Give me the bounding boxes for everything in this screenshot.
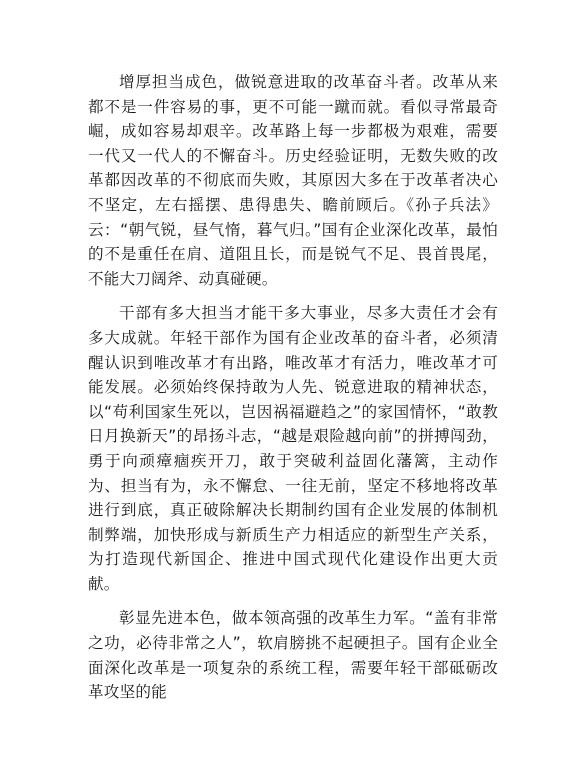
document-body xyxy=(88,70,498,715)
paragraph-1: 增厚担当成色，做锐意进取的改革奋斗者。改革从来都不是一件容易的事，更不可能一蹴而就。看似寻常最奇崛，成如容易却艰辛。改革路上每一步都极为艰难，需要一代又一代人的不懈奋斗。历史经验证明，无数失败的改革都因改革的不彻底而失败，其原因大多在于改革者决心不坚定，左右摇摆、患得患失、瞻前顾后。《孙子兵法》云：“朝气锐，昼气惰，暮气归。”国有企业深化改革，最怕的不是重任在肩、道阻且长，而是锐气不足、畏首畏尾，不能大刀阔斧、动真碰硬。 xyxy=(88,73,498,288)
paragraph-2: 干部有多大担当才能干多大事业，尽多大责任才会有多大成就。年轻干部作为国有企业改革的奋斗者，必须清醒认识到唯改革才有出路，唯改革才有活力，唯改革才可能发展。必须始终保持敢为人先、锐意进取的精神状态，以“苟利国家生死以，岂因祸福避趋之”的家国情怀，“敢教日月换新天”的昂扬斗志，“越是艰险越向前”的拼搏闯劲，勇于向顽瘴痼疾开刀，敢于突破利益固化藩篱，主动作为、担当有为，永不懈怠、一往无前，坚定不移地将改革进行到底，真正破除解决长期制约国有企业发展的体制机制弊端，加快形成与新质生产力相适应的新型生产关系，为打造现代新国企、推进中国式现代化建设作出更大贡献。 xyxy=(88,304,498,593)
paragraph-3: 彰显先进本色，做本领高强的改革生力军。“盖有非常之功，必待非常之人”，软肩膀挑不起硬担子。国有企业全面深化改革是一项复杂的系统工程，需要年轻干部砥砺改革攻坚的能 xyxy=(88,609,498,702)
